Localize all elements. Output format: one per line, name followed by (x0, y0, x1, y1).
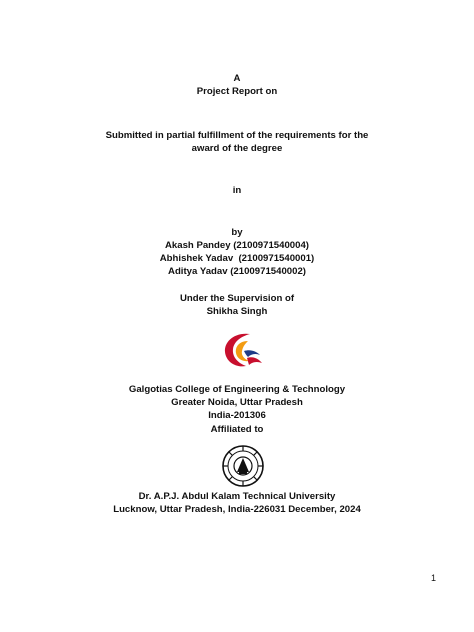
page-number: 1 (430, 573, 436, 583)
title-a: A (233, 73, 241, 84)
supervision-label: Under the Supervision of (179, 293, 295, 304)
college-city: Greater Noida, Uttar Pradesh (171, 397, 303, 408)
in-label: in (232, 185, 242, 196)
report-title: Project Report on (196, 86, 278, 97)
college-pincode: India-201306 (208, 410, 266, 421)
author-2: Abhishek Yadav (2100971540001) (159, 253, 315, 264)
by-label: by (231, 227, 243, 238)
university-name: Dr. A.P.J. Abdul Kalam Technical University (138, 491, 336, 502)
university-address: Lucknow, Uttar Pradesh, India-226031 December, 2024 (113, 504, 361, 515)
college-name: Galgotias College of Engineering & Technology (128, 384, 346, 395)
aktu-seal-icon (220, 444, 266, 488)
author-3: Aditya Yadav (2100971540002) (168, 266, 306, 277)
submission-statement-line-2: award of the degree (191, 143, 283, 154)
author-1: Akash Pandey (2100971540004) (164, 240, 309, 251)
galgotias-logo-icon (220, 330, 266, 370)
affiliated-label: Affiliated to (210, 424, 264, 435)
submission-statement-line-1: Submitted in partial fulfillment of the requirements for the (105, 130, 369, 141)
supervisor-name: Shikha Singh (206, 306, 268, 317)
